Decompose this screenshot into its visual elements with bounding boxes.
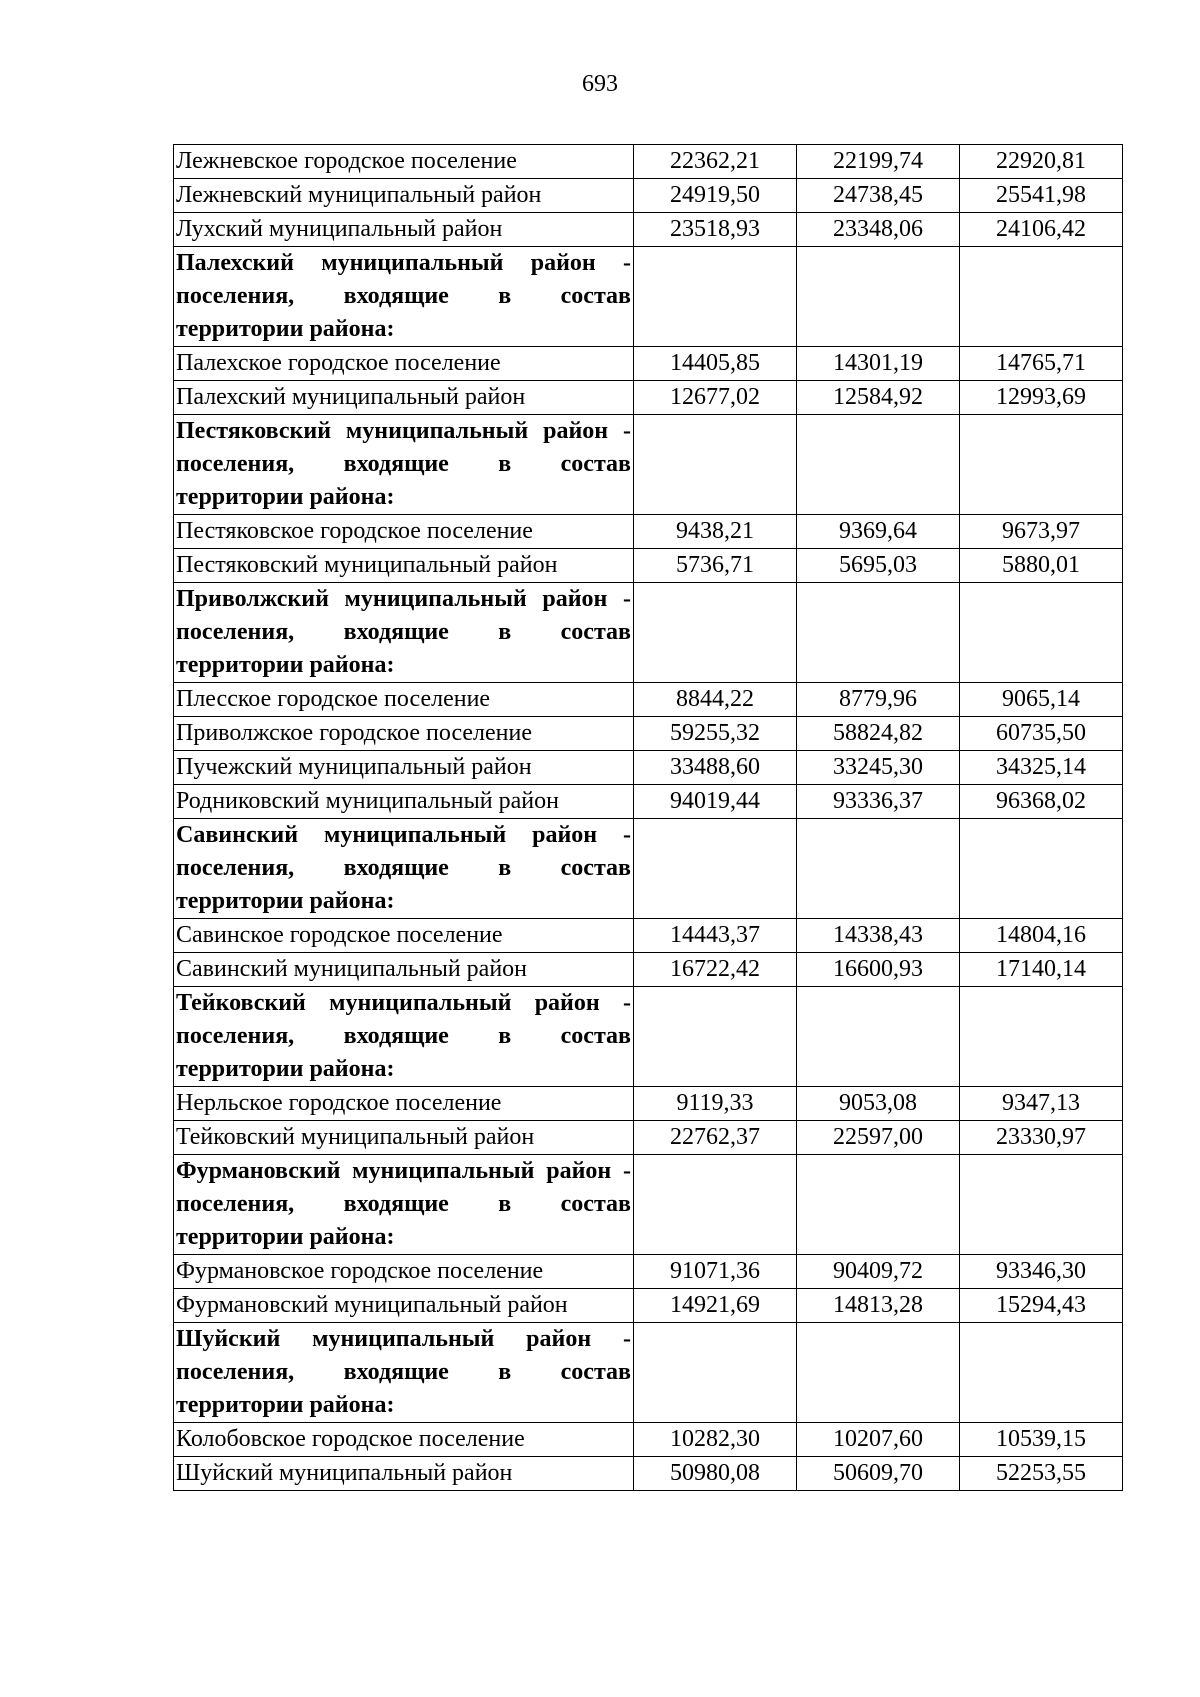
value-cell-2: 23348,06 — [797, 213, 960, 247]
table-row — [174, 145, 1123, 179]
value-cell-3 — [960, 415, 1123, 515]
value-cell-1: 14405,85 — [634, 347, 797, 381]
value-cell-3: 9673,97 — [960, 515, 1123, 549]
value-cell-2 — [797, 819, 960, 919]
value-cell-1 — [634, 819, 797, 919]
value-cell-3: 60735,50 — [960, 717, 1123, 751]
value-cell-3: 17140,14 — [960, 953, 1123, 987]
municipality-name-cell: Лежневский муниципальный район — [174, 179, 634, 213]
table-row — [174, 381, 1123, 415]
table-row — [174, 1255, 1123, 1289]
value-cell-1 — [634, 247, 797, 347]
table-row — [174, 1457, 1123, 1491]
value-cell-1: 12677,02 — [634, 381, 797, 415]
table-row — [174, 717, 1123, 751]
municipality-name-cell: Фурмановский муниципальный район - поселения, входящие в состав территории района: — [174, 1155, 634, 1255]
value-cell-2: 93336,37 — [797, 785, 960, 819]
municipality-name-cell: Фурмановское городское поселение — [174, 1255, 634, 1289]
value-cell-1: 33488,60 — [634, 751, 797, 785]
value-cell-1: 5736,71 — [634, 549, 797, 583]
value-cell-3: 96368,02 — [960, 785, 1123, 819]
table-row — [174, 683, 1123, 717]
allocation-table — [173, 144, 1123, 1491]
municipality-name-cell: Шуйский муниципальный район — [174, 1457, 634, 1491]
municipality-name-cell: Пестяковский муниципальный район — [174, 549, 634, 583]
value-cell-3 — [960, 247, 1123, 347]
municipality-name-cell: Лухский муниципальный район — [174, 213, 634, 247]
table-row — [174, 785, 1123, 819]
value-cell-3: 12993,69 — [960, 381, 1123, 415]
table-row — [174, 1087, 1123, 1121]
municipality-name-cell: Приволжский муниципальный район - поселения, входящие в состав территории района: — [174, 583, 634, 683]
municipality-name-cell: Пестяковский муниципальный район - поселения, входящие в состав территории района: — [174, 415, 634, 515]
value-cell-3: 24106,42 — [960, 213, 1123, 247]
municipality-name-cell: Шуйский муниципальный район - поселения, входящие в состав территории района: — [174, 1323, 634, 1423]
value-cell-1 — [634, 1155, 797, 1255]
municipality-name-cell: Палехский муниципальный район — [174, 381, 634, 415]
municipality-name-cell: Родниковский муниципальный район — [174, 785, 634, 819]
value-cell-1: 9438,21 — [634, 515, 797, 549]
value-cell-3: 9347,13 — [960, 1087, 1123, 1121]
value-cell-2 — [797, 987, 960, 1087]
value-cell-2: 5695,03 — [797, 549, 960, 583]
table-row — [174, 549, 1123, 583]
value-cell-3: 22920,81 — [960, 145, 1123, 179]
municipality-name-cell: Палехское городское поселение — [174, 347, 634, 381]
value-cell-3: 25541,98 — [960, 179, 1123, 213]
municipality-name-cell: Палехский муниципальный район - поселения, входящие в состав территории района: — [174, 247, 634, 347]
value-cell-1 — [634, 1323, 797, 1423]
value-cell-3: 14765,71 — [960, 347, 1123, 381]
value-cell-3: 93346,30 — [960, 1255, 1123, 1289]
value-cell-1: 14921,69 — [634, 1289, 797, 1323]
table-row — [174, 751, 1123, 785]
value-cell-1: 22362,21 — [634, 145, 797, 179]
municipality-name-cell: Пестяковское городское поселение — [174, 515, 634, 549]
value-cell-3 — [960, 1155, 1123, 1255]
value-cell-2: 33245,30 — [797, 751, 960, 785]
value-cell-1: 24919,50 — [634, 179, 797, 213]
table-row — [174, 179, 1123, 213]
municipality-name-cell: Приволжское городское поселение — [174, 717, 634, 751]
value-cell-1: 94019,44 — [634, 785, 797, 819]
value-cell-2 — [797, 1155, 960, 1255]
municipality-name-cell: Савинский муниципальный район - поселения, входящие в состав территории района: — [174, 819, 634, 919]
municipality-name-cell: Лежневское городское поселение — [174, 145, 634, 179]
value-cell-1: 14443,37 — [634, 919, 797, 953]
table-group-header-row — [174, 987, 1123, 1087]
municipality-name-cell: Пучежский муниципальный район — [174, 751, 634, 785]
municipality-name-cell: Колобовское городское поселение — [174, 1423, 634, 1457]
value-cell-1: 9119,33 — [634, 1087, 797, 1121]
value-cell-3: 52253,55 — [960, 1457, 1123, 1491]
value-cell-3: 9065,14 — [960, 683, 1123, 717]
value-cell-2: 24738,45 — [797, 179, 960, 213]
value-cell-3 — [960, 987, 1123, 1087]
value-cell-1 — [634, 583, 797, 683]
value-cell-2: 9053,08 — [797, 1087, 960, 1121]
table-group-header-row — [174, 415, 1123, 515]
value-cell-2 — [797, 415, 960, 515]
value-cell-2: 16600,93 — [797, 953, 960, 987]
page-number: 693 — [582, 71, 618, 97]
value-cell-2: 9369,64 — [797, 515, 960, 549]
value-cell-3 — [960, 819, 1123, 919]
value-cell-2: 22597,00 — [797, 1121, 960, 1155]
table-group-header-row — [174, 819, 1123, 919]
value-cell-3: 34325,14 — [960, 751, 1123, 785]
value-cell-3: 14804,16 — [960, 919, 1123, 953]
value-cell-3: 15294,43 — [960, 1289, 1123, 1323]
value-cell-1 — [634, 987, 797, 1087]
municipality-name-cell: Нерльское городское поселение — [174, 1087, 634, 1121]
table-row — [174, 953, 1123, 987]
value-cell-2: 14338,43 — [797, 919, 960, 953]
table-group-header-row — [174, 1323, 1123, 1423]
value-cell-2 — [797, 1323, 960, 1423]
table-row — [174, 1121, 1123, 1155]
value-cell-2: 10207,60 — [797, 1423, 960, 1457]
value-cell-1: 8844,22 — [634, 683, 797, 717]
table-row — [174, 1423, 1123, 1457]
value-cell-2: 50609,70 — [797, 1457, 960, 1491]
value-cell-2: 14813,28 — [797, 1289, 960, 1323]
value-cell-3: 5880,01 — [960, 549, 1123, 583]
value-cell-1: 22762,37 — [634, 1121, 797, 1155]
table-row — [174, 515, 1123, 549]
table-row — [174, 213, 1123, 247]
value-cell-1: 10282,30 — [634, 1423, 797, 1457]
table-row — [174, 1289, 1123, 1323]
municipality-name-cell: Савинское городское поселение — [174, 919, 634, 953]
table-group-header-row — [174, 583, 1123, 683]
value-cell-2 — [797, 247, 960, 347]
table-body — [174, 145, 1123, 1491]
table-row — [174, 919, 1123, 953]
value-cell-1: 23518,93 — [634, 213, 797, 247]
value-cell-2: 22199,74 — [797, 145, 960, 179]
value-cell-1: 91071,36 — [634, 1255, 797, 1289]
table-group-header-row — [174, 247, 1123, 347]
value-cell-2: 90409,72 — [797, 1255, 960, 1289]
value-cell-1: 59255,32 — [634, 717, 797, 751]
value-cell-2: 58824,82 — [797, 717, 960, 751]
municipality-name-cell: Тейковский муниципальный район — [174, 1121, 634, 1155]
table-row — [174, 347, 1123, 381]
value-cell-3 — [960, 1323, 1123, 1423]
municipality-name-cell: Плесское городское поселение — [174, 683, 634, 717]
table-group-header-row — [174, 1155, 1123, 1255]
value-cell-2 — [797, 583, 960, 683]
municipality-name-cell: Тейковский муниципальный район - поселения, входящие в состав территории района: — [174, 987, 634, 1087]
value-cell-1: 50980,08 — [634, 1457, 797, 1491]
value-cell-3: 10539,15 — [960, 1423, 1123, 1457]
value-cell-2: 12584,92 — [797, 381, 960, 415]
value-cell-3: 23330,97 — [960, 1121, 1123, 1155]
value-cell-3 — [960, 583, 1123, 683]
value-cell-2: 8779,96 — [797, 683, 960, 717]
municipality-name-cell: Фурмановский муниципальный район — [174, 1289, 634, 1323]
municipality-name-cell: Савинский муниципальный район — [174, 953, 634, 987]
value-cell-2: 14301,19 — [797, 347, 960, 381]
value-cell-1 — [634, 415, 797, 515]
value-cell-1: 16722,42 — [634, 953, 797, 987]
